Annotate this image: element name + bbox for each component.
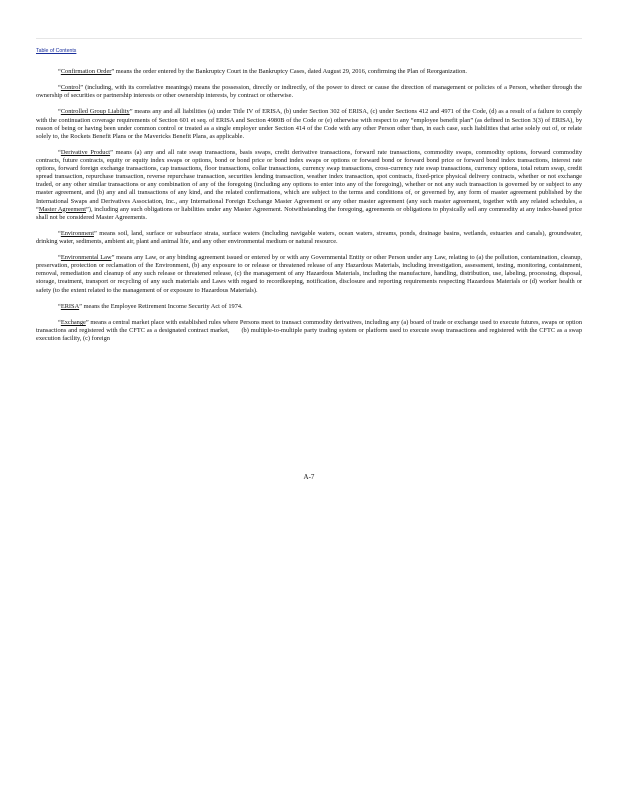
- definition-controlled-group-liability: “Controlled Group Liability” means any and all liabilities (a) under Title IV of ERISA, (b) under Section 302 of ERISA, (c) under Sections 412 and 4971 of the Code, (d) as a result of a failure to comply with the continuation coverage requirements of Section 601 et seq. of ERISA and Section 4980B of the Code or (e) otherwise with respect to any “employee benefit plan” (as defined in Section 3(3) of ERISA), by reason of being or having been under common control or treated as a single employer under Section 414 of the Code with any other Person other than, in each case, such liabilities that arise solely out of, or relate solely to, the Rockets Benefit Plans or the Mavericks Benefit Plans, as applicable.: [36, 108, 582, 140]
- definition-confirmation-order: “Confirmation Order” means the order entered by the Bankruptcy Court in the Bankruptcy Cases, dated August 29, 2016, confirming the Plan of Reorganization.: [58, 68, 467, 75]
- definition-body: (including, with its correlative meanings) means the possession, directly or indirectly, of the power to direct or cause the direction of management or policies of a Person, whether through the ownership of securities or partnership interests or other ownership interests, by contract or otherwise.: [36, 84, 582, 100]
- defined-term: Control: [60, 84, 81, 92]
- definition-body: means any and all liabilities (a) under Title IV of ERISA, (b) under Section 302 of ERISA, (c) under Sections 412 and 4971 of the Code, (d) as a result of a failure to comply with the continuation coverage requirements of Section 601 et seq. of ERISA and Section 4980B of the Code or (e) otherwise with respect to any “employee benefit plan” (as defined in Section 3(3) of ERISA), by reason of being or having been under common control or treated as a single employer under Section 414 of the Code with any other Person other than, in each case, such liabilities that arise solely out of, or relate solely to, the Rockets Benefit Plans or the Mavericks Benefit Plans, as applicable.: [36, 108, 582, 140]
- definition-body-continued: ”), including any such obligations or liabilities under any Master Agreement. Notwithstanding the foregoing, agreements or obligations to physically sell any commodity at any index-based price shall not be considered Master Agreements.: [36, 205, 582, 221]
- definition-body: means the Employee Retirement Income Security Act of 1974.: [81, 302, 243, 310]
- definitions-section: [36, 68, 582, 351]
- definition-erisa: “ERISA” means the Employee Retirement Income Security Act of 1974.: [58, 302, 243, 310]
- defined-term: Environmental Law: [60, 254, 112, 262]
- definition-derivative-product: “Derivative Product” means (a) any and all rate swap transactions, basis swaps, credit derivative transactions, forward rate transactions, commodity swaps, commodity options, forward commodity contracts, future contracts, equity or equity index swaps or options, bond or bond price or bond index swaps or options or forward bond or forward bond price or forward bond index transactions, interest rate options, forward foreign exchange transactions, cap transactions, floor transactions, collar transactions, currency swap transactions, cross-currency rate swap transactions, currency options, total return swap, credit spread transaction, repurchase transaction, reverse repurchase transaction, securities lending transaction, weather index transaction, spot contracts, fixed-price physical delivery contracts, whether or not exchange traded, or any other similar transactions or any combination of any of the foregoing (including any options to enter into any of the foregoing), whether or not any such transaction is governed by or subject to any master agreement, and (b) any and all transactions of any kind, and the related confirmations, which are subject to the terms and conditions of, or governed by, any form of master agreement published by the International Swaps and Derivatives Association, Inc., any International Foreign Exchange Master Agreement or any other master agreement (any such master agreement, together with any related schedules, a “Master Agreement”), including any such obligations or liabilities under any Master Agreement. Notwithstanding the foregoing, agreements or obligations to physically sell any commodity at any index-based price shall not be considered Master Agreements.: [36, 148, 583, 221]
- defined-term-master-agreement: Master Agreement: [38, 205, 87, 213]
- definition-body: means a central market place with established rules where Persons meet to transact commodity derivatives, including any (a) board of trade or exchange used to execute futures, swaps or option transactions and registered with the CFTC as a designated contract market,: [36, 318, 582, 334]
- definition-body: means any Law, or any binding agreement issued or entered by or with any Governmental Entity or other Person under any Law, relating to (a) the pollution, contamination, cleanup, preservation, protection or reclamation of the Environment, (b) any exposure to or release or threatened release of any Hazardous Materials, including investigation, assessment, testing, monitoring, containment, removal, remediation and cleanup of any such release or threatened release, (c) the management of any Hazardous Materials, including the manufacture, handling, distribution, use, labeling, processing, disposal, storage, treatment, transport or recycling of any such materials and Laws with regard to recordkeeping, notification, disclosure and reporting requirements respecting Hazardous Materials or (d) worker health or safety (to the extent related to the management of or exposure to Hazardous Materials).: [36, 254, 582, 294]
- defined-term: Exchange: [60, 318, 86, 326]
- defined-term: ERISA: [60, 302, 80, 310]
- definition-body: means soil, land, surface or subsurface strata, surface waters (including navigable waters, ocean waters, streams, ponds, drainage basins, wetlands, estuaries and canals), groundwater, drinking water, sediments, ambient air, plant and animal life, and any other environmental medium or natural resource.: [36, 229, 582, 245]
- defined-term: Derivative Product: [60, 148, 111, 156]
- definition-body: means the order entered by the Bankruptcy Court in the Bankruptcy Cases, dated August 29, 2016, confirming the Plan of Reorganization.: [114, 68, 467, 75]
- definition-body: means (a) any and all rate swap transactions, basis swaps, credit derivative transactions, forward rate transactions, commodity swaps, commodity options, forward commodity contracts, future contracts, equity or equity index swaps or options, bond or bond price or bond index swaps or options or forward bond or forward bond price or forward bond index transactions, interest rate options, forward foreign exchange transactions, cap transactions, floor transactions, collar transactions, currency swap transactions, cross-currency rate swap transactions, currency options, total return swap, credit spread transaction, repurchase transaction, reverse repurchase transaction, securities lending transaction, weather index transaction, spot contracts, fixed-price physical delivery contracts, whether or not exchange traded, or any other similar transactions or any combination of any of the foregoing (including any options to enter into any of the foregoing), whether or not any such transaction is governed by or subject to any master agreement, and (b) any and all transactions of any kind, and the related confirmations, which are subject to the terms and conditions of, or governed by, any form of master agreement published by the International Swaps and Derivatives Association, Inc., any International Foreign Exchange Master Agreement or any other master agreement (any such master agreement, together with any related schedules, a “: [36, 148, 583, 213]
- defined-term: Environment: [60, 229, 94, 237]
- definition-environment: “Environment” means soil, land, surface or subsurface strata, surface waters (including navigable waters, ocean waters, streams, ponds, drainage basins, wetlands, estuaries and canals), groundwater, drinking water, sediments, ambient air, plant and animal life, and any other environmental medium or natural resource.: [36, 229, 582, 245]
- table-of-contents-link[interactable]: Table of Contents: [36, 48, 77, 54]
- definition-environmental-law: “Environmental Law” means any Law, or any binding agreement issued or entered by or with any Governmental Entity or other Person under any Law, relating to (a) the pollution, contamination, cleanup, preservation, protection or reclamation of the Environment, (b) any exposure to or release or threatened release of any Hazardous Materials, including investigation, assessment, testing, monitoring, containment, removal, remediation and cleanup of any such release or threatened release, (c) the management of any Hazardous Materials, including the manufacture, handling, distribution, use, labeling, processing, disposal, storage, treatment, transport or recycling of any such materials and Laws with regard to recordkeeping, notification, disclosure and reporting requirements respecting Hazardous Materials or (d) worker health or safety (to the extent related to the management of or exposure to Hazardous Materials).: [36, 254, 582, 294]
- definition-body-continued: (b) multiple-to-multiple party trading system or platform used to execute swap transactions and registered with the CFTC as a swap execution facility, (c) foreign: [36, 327, 583, 343]
- page-number: A-7: [303, 473, 315, 481]
- definition-exchange: “Exchange” means a central market place with established rules where Persons meet to transact commodity derivatives, including any (a) board of trade or exchange used to execute futures, swaps or option transactions and registered with the CFTC as a designated contract market, (b) multiple-to-multiple party trading system or platform used to execute swap transactions and registered with the CFTC as a swap execution facility, (c) foreign: [36, 318, 583, 343]
- top-divider: [36, 38, 582, 39]
- defined-term: Controlled Group Liability: [60, 108, 130, 116]
- definition-control: “Control” (including, with its correlative meanings) means the possession, directly or indirectly, of the power to direct or cause the direction of management or policies of a Person, whether through the ownership of securities or partnership interests or other ownership interests, by contract or otherwise.: [36, 84, 582, 100]
- defined-term: Confirmation Order: [60, 68, 112, 75]
